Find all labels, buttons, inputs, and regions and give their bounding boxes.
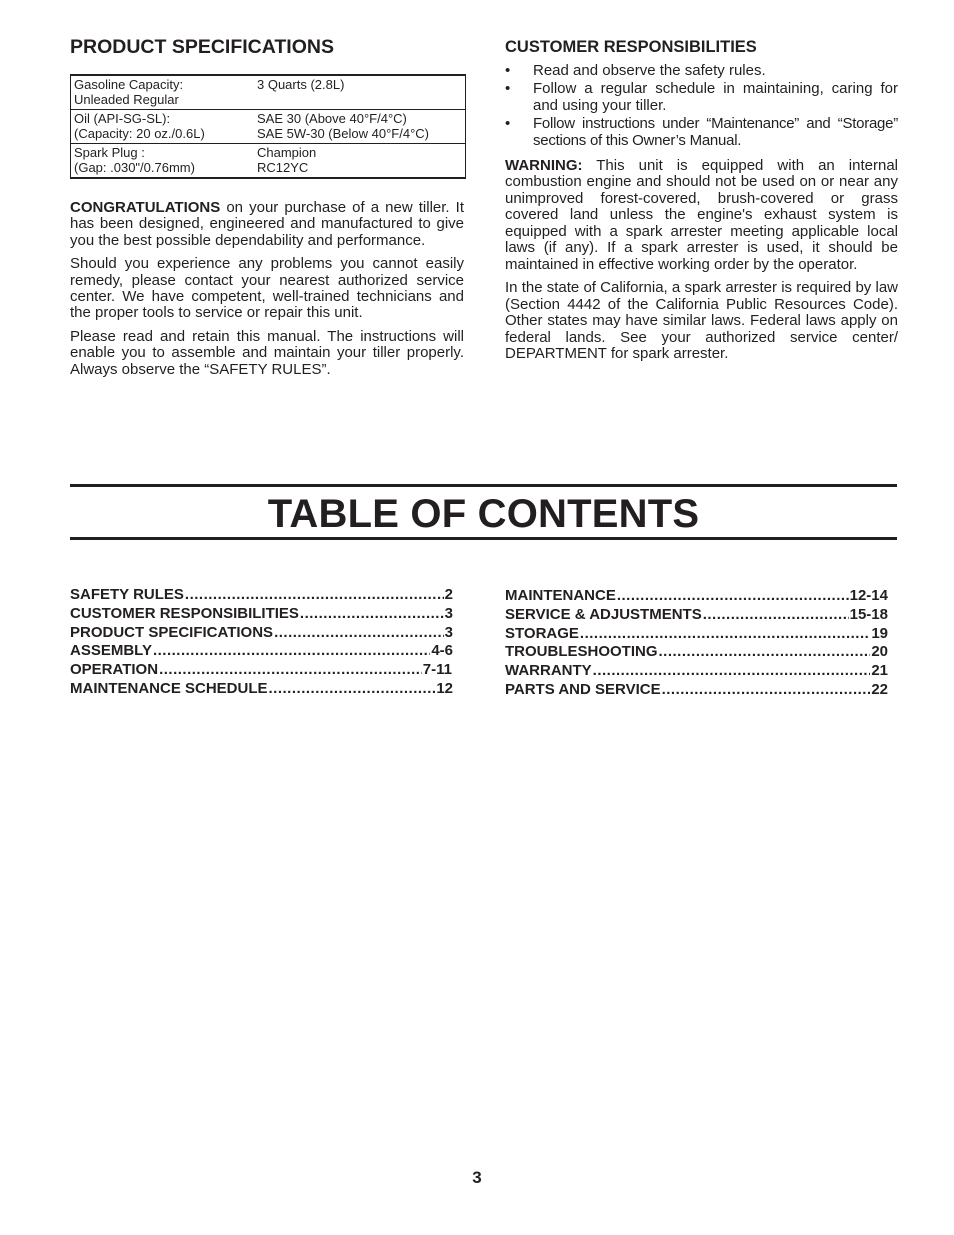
table-row — [71, 75, 466, 110]
toc-leader-dots — [662, 681, 871, 700]
toc-entry-label: SAFETY RULES — [70, 586, 184, 603]
spec-value-line: RC12YC — [257, 160, 309, 175]
toc-entry-page: 21 — [871, 662, 888, 680]
toc-entry-page: 12-14 — [849, 587, 888, 604]
toc-leader-dots — [593, 662, 871, 681]
spec-value-line: Champion — [257, 145, 317, 160]
list-item — [505, 62, 898, 80]
table-row — [71, 110, 466, 144]
toc-leader-dots — [269, 680, 436, 699]
spec-value-line: 3 Quarts (2.8L) — [257, 77, 345, 92]
toc-top-rule — [70, 484, 897, 487]
toc-entry-page: 3 — [444, 623, 453, 641]
california-paragraph: In the state of California, a spark arrester is required by law (Section 4442 of the California Public Resources Code). Other states may have similar laws. Federal laws apply on federal lands. See your authorized service center/ DEPARTMENT for spark arrester. — [505, 279, 898, 362]
right-column — [505, 38, 898, 363]
toc-leader-dots — [300, 605, 444, 624]
toc-leader-dots — [274, 624, 444, 643]
list-item-text: Follow instructions under “Maintenance” and “Storage” sections of this Owner’s Manual. — [533, 114, 898, 149]
toc-entry-label: SERVICE & ADJUSTMENTS — [505, 605, 702, 623]
toc-entry-operation[interactable] — [70, 661, 452, 680]
responsibilities-list — [505, 62, 898, 150]
spec-label-line: Oil (API-SG-SL): — [74, 111, 171, 126]
warning-paragraph — [505, 158, 898, 274]
spec-label — [71, 144, 255, 179]
toc-entry-page: 19 — [871, 624, 888, 642]
toc-entry-storage[interactable] — [505, 625, 888, 644]
spec-label-line: Unleaded Regular — [74, 92, 179, 107]
toc-leader-dots — [159, 661, 422, 680]
toc-entry-product-specifications[interactable] — [70, 624, 453, 643]
toc-leader-dots — [153, 642, 430, 661]
toc-entry-label: OPERATION — [70, 661, 159, 679]
toc-entry-troubleshooting[interactable] — [505, 643, 888, 662]
spec-value — [254, 110, 466, 144]
toc-entry-safety-rules[interactable] — [70, 586, 453, 605]
list-item-text: Read and observe the safety rules. — [533, 62, 766, 79]
bullet-icon: • — [505, 62, 511, 79]
toc-entry-label: CUSTOMER RESPONSIBILITIES — [70, 604, 299, 622]
spec-label-line: (Capacity: 20 oz./0.6L) — [74, 126, 205, 141]
toc-entry-label: MAINTENANCE — [505, 587, 616, 604]
toc-entry-page: 12 — [436, 679, 453, 697]
congratulations-paragraph — [70, 200, 464, 249]
congratulations-bold: CONGRATULATIONS — [70, 199, 221, 216]
congratulations-text: on your purchase of a new tiller. It has been designed, engineered and manufactured to give you the best possible dependability and performance. — [70, 199, 464, 249]
toc-entry-service-adjustments[interactable] — [505, 606, 888, 625]
toc-entry-label: WARRANTY — [505, 662, 592, 680]
customer-responsibilities-heading: CUSTOMER RESPONSIBILITIES — [505, 38, 757, 56]
list-item — [505, 115, 898, 150]
toc-entry-label: ASSEMBLY — [70, 642, 152, 660]
toc-entry-maintenance-schedule[interactable] — [70, 680, 453, 699]
left-column — [70, 36, 464, 378]
toc-entry-label: MAINTENANCE SCHEDULE — [70, 679, 268, 697]
bullet-icon: • — [505, 114, 511, 132]
warning-text: This unit is equipped with an internal combustion engine and should not be used on or near any unimproved forest-covered, brush-covered or grass covered land unless the engine's exhaust system is equipped with a spark arrester meeting applicable local laws (if any). If a spark arrester is used, it should be maintained in effective working order by the operator. — [505, 156, 898, 273]
toc-leader-dots — [617, 587, 849, 606]
toc-entry-page: 3 — [444, 604, 453, 622]
toc-entry-label: STORAGE — [505, 624, 579, 642]
toc-bottom-rule — [70, 537, 897, 540]
toc-entry-page: 4-6 — [431, 642, 453, 660]
toc-entry-page: 2 — [444, 586, 453, 603]
toc-entry-label: PRODUCT SPECIFICATIONS — [70, 623, 274, 641]
spec-label — [71, 75, 255, 110]
toc-entry-label: PARTS AND SERVICE — [505, 680, 661, 698]
warning-label: WARNING: — [505, 156, 583, 174]
toc-right-column — [505, 587, 888, 700]
toc-entry-page: 20 — [871, 643, 888, 661]
toc-leader-dots — [580, 625, 870, 644]
retain-manual-paragraph: Please read and retain this manual. The instructions will enable you to assemble and maintain your tiller properly. Always observe the “SAFETY RULES”. — [70, 327, 464, 378]
spec-value — [254, 144, 466, 179]
spec-value — [254, 75, 466, 110]
problems-paragraph: Should you experience any problems you cannot easily remedy, please contact your nearest authorized service center. We have competent, well-trained technicians and the proper tools to service or repair this unit. — [70, 255, 464, 322]
toc-entry-page: 7-11 — [422, 661, 452, 679]
toc-entry-parts-and-service[interactable] — [505, 681, 888, 700]
table-row — [71, 144, 466, 179]
toc-entry-customer-responsibilities[interactable] — [70, 605, 453, 624]
bullet-icon: • — [505, 79, 511, 97]
spec-label-line: Gasoline Capacity: — [74, 77, 184, 92]
list-item-text: Follow a regular schedule in maintaining, caring for and using your tiller. — [533, 79, 898, 114]
toc-entry-page: 15-18 — [849, 605, 888, 623]
toc-entry-label: TROUBLESHOOTING — [505, 643, 658, 661]
toc-entry-assembly[interactable] — [70, 642, 453, 661]
page-number: 3 — [472, 1168, 482, 1187]
toc-leader-dots — [659, 643, 871, 662]
spec-label — [71, 110, 255, 144]
toc-left-column — [70, 586, 453, 699]
toc-entry-page: 22 — [871, 680, 888, 698]
product-specs-heading: PRODUCT SPECIFICATIONS — [70, 36, 334, 58]
toc-title: TABLE OF CONTENTS — [267, 492, 700, 536]
spec-value-line: SAE 5W-30 (Below 40°F/4°C) — [257, 126, 429, 141]
list-item — [505, 80, 898, 115]
spec-label-line: (Gap: .030"/0.76mm) — [74, 160, 195, 175]
spec-value-line: SAE 30 (Above 40°F/4°C) — [257, 111, 407, 126]
toc-entry-maintenance[interactable] — [505, 587, 888, 606]
specs-table — [70, 74, 466, 179]
toc-leader-dots — [703, 606, 849, 625]
spec-label-line: Spark Plug : — [74, 145, 145, 160]
toc-entry-warranty[interactable] — [505, 662, 888, 681]
toc-leader-dots — [185, 586, 444, 605]
